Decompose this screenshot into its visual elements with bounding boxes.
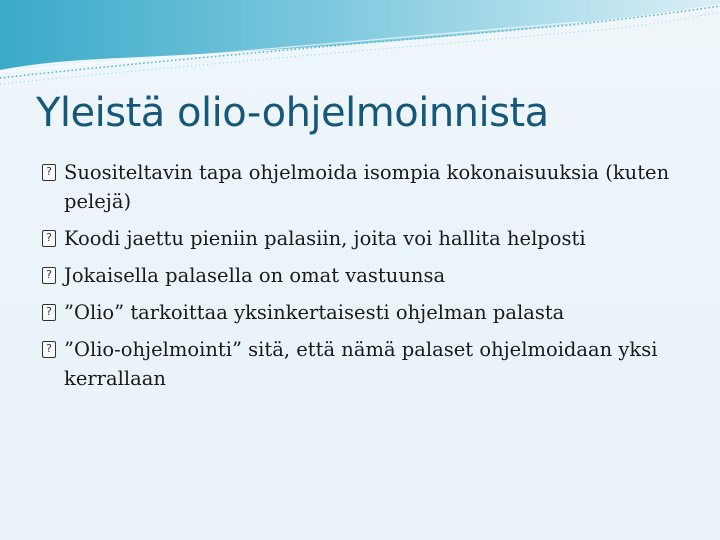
missing-glyph-box-icon — [42, 230, 56, 247]
bullet-item — [42, 261, 702, 290]
bullet-text: Koodi jaettu pieniin palasiin, joita voi hallita helposti — [64, 227, 586, 250]
missing-glyph-box-icon — [42, 164, 56, 181]
bullet-item — [42, 298, 702, 327]
bullet-item — [42, 335, 702, 393]
bullet-text: Jokaisella palasella on omat vastuunsa — [64, 264, 446, 287]
slide-title: Yleistä olio-ohjelmoinnista — [36, 90, 549, 136]
missing-glyph-box-icon — [42, 267, 56, 284]
header-wave-decoration — [0, 0, 720, 90]
bullet-item — [42, 224, 702, 253]
bullet-text: Suositeltavin tapa ohjelmoida isompia kokonaisuuksia (kuten pelejä) — [64, 161, 670, 213]
bullet-item — [42, 158, 702, 216]
missing-glyph-box-icon — [42, 304, 56, 321]
missing-glyph-box-icon — [42, 341, 56, 358]
bullet-text: ”Olio-ohjelmointi” sitä, että nämä palaset ohjelmoidaan yksi kerrallaan — [64, 338, 658, 390]
bullet-list — [42, 158, 702, 401]
bullet-text: ”Olio” tarkoittaa yksinkertaisesti ohjelman palasta — [64, 301, 565, 324]
